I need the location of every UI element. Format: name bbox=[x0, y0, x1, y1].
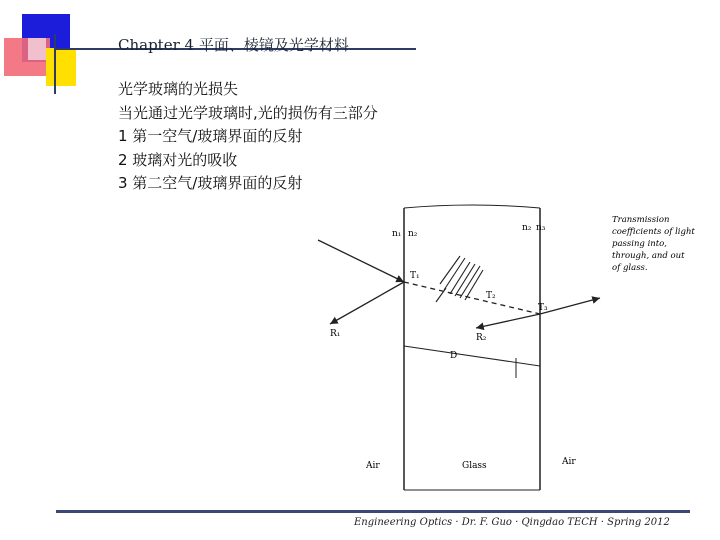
header-vertical-rule bbox=[54, 34, 56, 94]
glass-transmission-diagram bbox=[300, 198, 695, 498]
decor-overlap-highlight bbox=[28, 38, 46, 60]
label-air-left: Air bbox=[366, 461, 380, 471]
label-air-right: Air bbox=[562, 457, 576, 467]
footer-credit: Engineering Optics · Dr. F. Guo · Qingdao TECH · Spring 2012 bbox=[354, 517, 670, 528]
svg-text:Transmission: Transmission bbox=[612, 215, 670, 225]
label-r2: R₂ bbox=[476, 333, 487, 343]
body-line-item-1: 1 第一空气/玻璃界面的反射 bbox=[118, 127, 303, 145]
slide-title: Chapter 4 平面、棱镜及光学材料 bbox=[118, 36, 349, 54]
label-n3: n₃ bbox=[536, 223, 546, 233]
label-t2: T₂ bbox=[486, 291, 496, 301]
label-d: D bbox=[450, 351, 458, 361]
label-n1: n₁ bbox=[392, 229, 402, 239]
svg-text:passing into,: passing into, bbox=[612, 239, 667, 249]
svg-text:coefficients of light: coefficients of light bbox=[612, 227, 695, 237]
body-line-item-3: 3 第二空气/玻璃界面的反射 bbox=[118, 174, 303, 192]
svg-text:through, and out: through, and out bbox=[612, 251, 685, 261]
svg-text:of glass.: of glass. bbox=[612, 263, 648, 273]
label-n2: n₂ bbox=[408, 229, 418, 239]
footer-rule bbox=[56, 510, 690, 513]
slide-body bbox=[118, 78, 378, 196]
decor-yellow-square bbox=[46, 48, 76, 86]
label-t3: T₃ bbox=[538, 303, 548, 313]
body-line-item-2: 2 玻璃对光的吸收 bbox=[118, 150, 238, 169]
body-line-heading: 光学玻璃的光损失 bbox=[118, 80, 239, 98]
label-n2-right: n₂ bbox=[522, 223, 532, 233]
label-t1: T₁ bbox=[410, 271, 420, 281]
body-line-intro: 当光通过光学玻璃时,光的损伤有三部分 bbox=[118, 103, 378, 122]
label-r1: R₁ bbox=[330, 329, 341, 339]
label-glass: Glass bbox=[462, 461, 487, 471]
